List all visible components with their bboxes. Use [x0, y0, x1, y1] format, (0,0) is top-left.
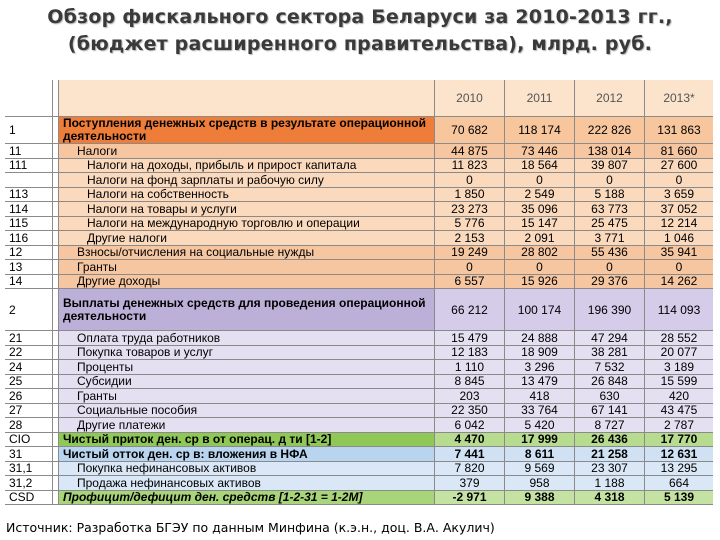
row-value-2013: 420 [645, 389, 713, 403]
row-value-2011: 0 [505, 173, 575, 187]
row-label: Другие платежи [59, 418, 435, 432]
row-value-2010: 44 875 [435, 144, 505, 158]
row-code: 27 [5, 404, 53, 418]
row-value-2010: 0 [435, 173, 505, 187]
row-value-2011: 18 909 [505, 346, 575, 360]
table-row [5, 389, 713, 404]
row-label: Покупка нефинансовых активов [59, 462, 435, 476]
row-value-2013: 5 139 [645, 491, 713, 505]
row-value-2012: 29 376 [575, 275, 645, 289]
row-label: Налоги на фонд зарплаты и рабочую силу [59, 173, 435, 187]
row-value-2013: 14 262 [645, 275, 713, 289]
table-row [5, 331, 713, 346]
row-label: Гранты [59, 389, 435, 403]
row-value-2013: 12 631 [645, 447, 713, 461]
row-value-2011: 33 764 [505, 404, 575, 418]
row-value-2010: 12 183 [435, 346, 505, 360]
table-row [5, 246, 713, 261]
title-line-2: (бюджет расширенного правительства), млрд. руб. [67, 33, 653, 55]
row-code: 116 [5, 231, 53, 245]
row-value-2011: 35 096 [505, 202, 575, 216]
source-note: Источник: Разработка БГЭУ по данным Минфина (к.э.н., доц. В.А. Акулич) [6, 520, 495, 535]
table-row [5, 159, 713, 174]
row-value-2011: 13 479 [505, 375, 575, 389]
row-value-2011: 0 [505, 260, 575, 274]
row-value-2012: 138 014 [575, 144, 645, 158]
table-row [5, 491, 713, 506]
row-code: 21 [5, 331, 53, 345]
row-value-2010: 11 823 [435, 159, 505, 173]
year-header: 2013* [645, 80, 713, 116]
row-value-2010: 4 470 [435, 433, 505, 447]
row-label: Социальные пособия [59, 404, 435, 418]
row-value-2011: 28 802 [505, 246, 575, 260]
row-value-2013: 28 552 [645, 331, 713, 345]
row-code: 13 [5, 260, 53, 274]
row-value-2012: 1 188 [575, 476, 645, 490]
row-code: 2 [5, 289, 53, 330]
year-header: 2012 [575, 80, 645, 116]
row-value-2013: 3 659 [645, 188, 713, 202]
row-code: 12 [5, 246, 53, 260]
table-row [5, 418, 713, 433]
header-code-cell [5, 80, 53, 116]
table-row [5, 447, 713, 462]
row-label: Взносы/отчисления на социальные нужды [59, 246, 435, 260]
row-label: Субсидии [59, 375, 435, 389]
row-label: Налоги на международную торговлю и операции [59, 217, 435, 231]
row-value-2011: 9 569 [505, 462, 575, 476]
row-value-2013: 131 863 [645, 117, 713, 143]
row-code: 111 [5, 159, 53, 173]
row-code: 25 [5, 375, 53, 389]
row-value-2013: 2 787 [645, 418, 713, 432]
row-value-2011: 2 549 [505, 188, 575, 202]
row-value-2010: 0 [435, 260, 505, 274]
row-value-2012: 26 848 [575, 375, 645, 389]
row-value-2012: 7 532 [575, 360, 645, 374]
row-value-2012: 0 [575, 260, 645, 274]
row-value-2011: 5 420 [505, 418, 575, 432]
table-row [5, 188, 713, 203]
row-value-2010: 1 850 [435, 188, 505, 202]
row-value-2012: 23 307 [575, 462, 645, 476]
row-value-2010: 5 776 [435, 217, 505, 231]
row-value-2010: 6 557 [435, 275, 505, 289]
table-header-row [5, 80, 713, 117]
table-row [5, 375, 713, 390]
row-value-2010: 22 350 [435, 404, 505, 418]
row-value-2012: 3 771 [575, 231, 645, 245]
table-row [5, 231, 713, 246]
row-value-2010: 7 820 [435, 462, 505, 476]
row-value-2010: 23 273 [435, 202, 505, 216]
row-label: Налоги на доходы, прибыль и прирост капитала [59, 159, 435, 173]
row-label: Другие налоги [59, 231, 435, 245]
row-value-2011: 2 091 [505, 231, 575, 245]
row-value-2012: 5 188 [575, 188, 645, 202]
row-value-2012: 26 436 [575, 433, 645, 447]
row-code: 28 [5, 418, 53, 432]
row-value-2013: 114 093 [645, 289, 713, 330]
header-name-cell [59, 80, 435, 116]
row-value-2012: 222 826 [575, 117, 645, 143]
row-value-2012: 25 475 [575, 217, 645, 231]
row-value-2011: 3 296 [505, 360, 575, 374]
row-value-2012: 0 [575, 173, 645, 187]
row-value-2010: 7 441 [435, 447, 505, 461]
table-row [5, 433, 713, 448]
row-value-2011: 118 174 [505, 117, 575, 143]
fiscal-table [5, 80, 713, 517]
row-value-2013: 20 077 [645, 346, 713, 360]
row-value-2013: 0 [645, 260, 713, 274]
row-value-2011: 15 926 [505, 275, 575, 289]
row-label: Выплаты денежных средств для проведения операционной деятельности [59, 289, 435, 330]
row-code: 11 [5, 144, 53, 158]
row-label: Гранты [59, 260, 435, 274]
row-value-2011: 15 147 [505, 217, 575, 231]
row-code [5, 173, 53, 187]
row-code: 24 [5, 360, 53, 374]
row-value-2013: 27 600 [645, 159, 713, 173]
table-row [5, 217, 713, 232]
row-value-2010: 15 479 [435, 331, 505, 345]
row-label: Продажа нефинансовых активов [59, 476, 435, 490]
row-code: 31,1 [5, 462, 53, 476]
table-row [5, 117, 713, 144]
table-row [5, 404, 713, 419]
row-label: Другие доходы [59, 275, 435, 289]
table-row [5, 260, 713, 275]
row-value-2010: 19 249 [435, 246, 505, 260]
row-code: 115 [5, 217, 53, 231]
row-value-2011: 8 611 [505, 447, 575, 461]
year-header: 2010 [435, 80, 505, 116]
row-value-2010: 6 042 [435, 418, 505, 432]
row-value-2012: 38 281 [575, 346, 645, 360]
row-label: Чистый приток ден. ср в от операц. д ти [1-2] [59, 433, 435, 447]
row-code: 113 [5, 188, 53, 202]
row-value-2013: 3 189 [645, 360, 713, 374]
row-code: 31 [5, 447, 53, 461]
year-header: 2011 [505, 80, 575, 116]
row-value-2012: 39 807 [575, 159, 645, 173]
row-code: 31,2 [5, 476, 53, 490]
table-row [5, 144, 713, 159]
row-value-2010: 1 110 [435, 360, 505, 374]
row-value-2013: 664 [645, 476, 713, 490]
row-value-2013: 35 941 [645, 246, 713, 260]
row-value-2012: 63 773 [575, 202, 645, 216]
row-value-2013: 0 [645, 173, 713, 187]
row-value-2013: 12 214 [645, 217, 713, 231]
row-value-2012: 630 [575, 389, 645, 403]
row-value-2012: 67 141 [575, 404, 645, 418]
row-value-2011: 17 999 [505, 433, 575, 447]
row-value-2010: 203 [435, 389, 505, 403]
row-value-2010: 2 153 [435, 231, 505, 245]
row-label: Профицит/дефицит ден. средств [1-2-31 = 1-2M] [59, 491, 435, 505]
table-row [5, 202, 713, 217]
row-code: 26 [5, 389, 53, 403]
title-line-1: Обзор фискального сектора Беларуси за 2010-2013 гг., [47, 6, 673, 28]
row-value-2011: 9 388 [505, 491, 575, 505]
row-code: 22 [5, 346, 53, 360]
row-label: Налоги на товары и услуги [59, 202, 435, 216]
row-value-2010: 379 [435, 476, 505, 490]
row-value-2013: 37 052 [645, 202, 713, 216]
row-value-2013: 17 770 [645, 433, 713, 447]
row-label: Оплата труда работников [59, 331, 435, 345]
row-value-2010: 70 682 [435, 117, 505, 143]
row-label: Проценты [59, 360, 435, 374]
row-value-2013: 15 599 [645, 375, 713, 389]
row-label: Чистый отток ден. ср в: вложения в НФА [59, 447, 435, 461]
row-value-2012: 47 294 [575, 331, 645, 345]
row-value-2011: 418 [505, 389, 575, 403]
row-value-2012: 21 258 [575, 447, 645, 461]
row-value-2012: 4 318 [575, 491, 645, 505]
table-row [5, 346, 713, 361]
row-value-2010: 8 845 [435, 375, 505, 389]
row-value-2011: 100 174 [505, 289, 575, 330]
row-value-2010: 66 212 [435, 289, 505, 330]
row-value-2013: 81 660 [645, 144, 713, 158]
row-label: Налоги на собственность [59, 188, 435, 202]
row-code: CIO [5, 433, 53, 447]
row-label: Налоги [59, 144, 435, 158]
row-value-2012: 8 727 [575, 418, 645, 432]
row-value-2011: 24 888 [505, 331, 575, 345]
row-value-2011: 18 564 [505, 159, 575, 173]
row-value-2011: 73 446 [505, 144, 575, 158]
row-label: Покупка товаров и услуг [59, 346, 435, 360]
row-code: 1 [5, 117, 53, 143]
row-value-2012: 55 436 [575, 246, 645, 260]
row-value-2010: -2 971 [435, 491, 505, 505]
row-code: CSD [5, 491, 53, 505]
row-value-2011: 958 [505, 476, 575, 490]
row-code: 14 [5, 275, 53, 289]
table-row [5, 289, 713, 331]
slide-title [0, 4, 720, 58]
row-code: 114 [5, 202, 53, 216]
row-label: Поступления денежных средств в результате операционной деятельности [59, 117, 435, 143]
table-row [5, 173, 713, 188]
row-value-2012: 196 390 [575, 289, 645, 330]
table-row [5, 462, 713, 477]
row-value-2013: 1 046 [645, 231, 713, 245]
row-value-2013: 13 295 [645, 462, 713, 476]
table-row [5, 275, 713, 290]
table-row [5, 476, 713, 491]
row-value-2013: 43 475 [645, 404, 713, 418]
table-row [5, 360, 713, 375]
